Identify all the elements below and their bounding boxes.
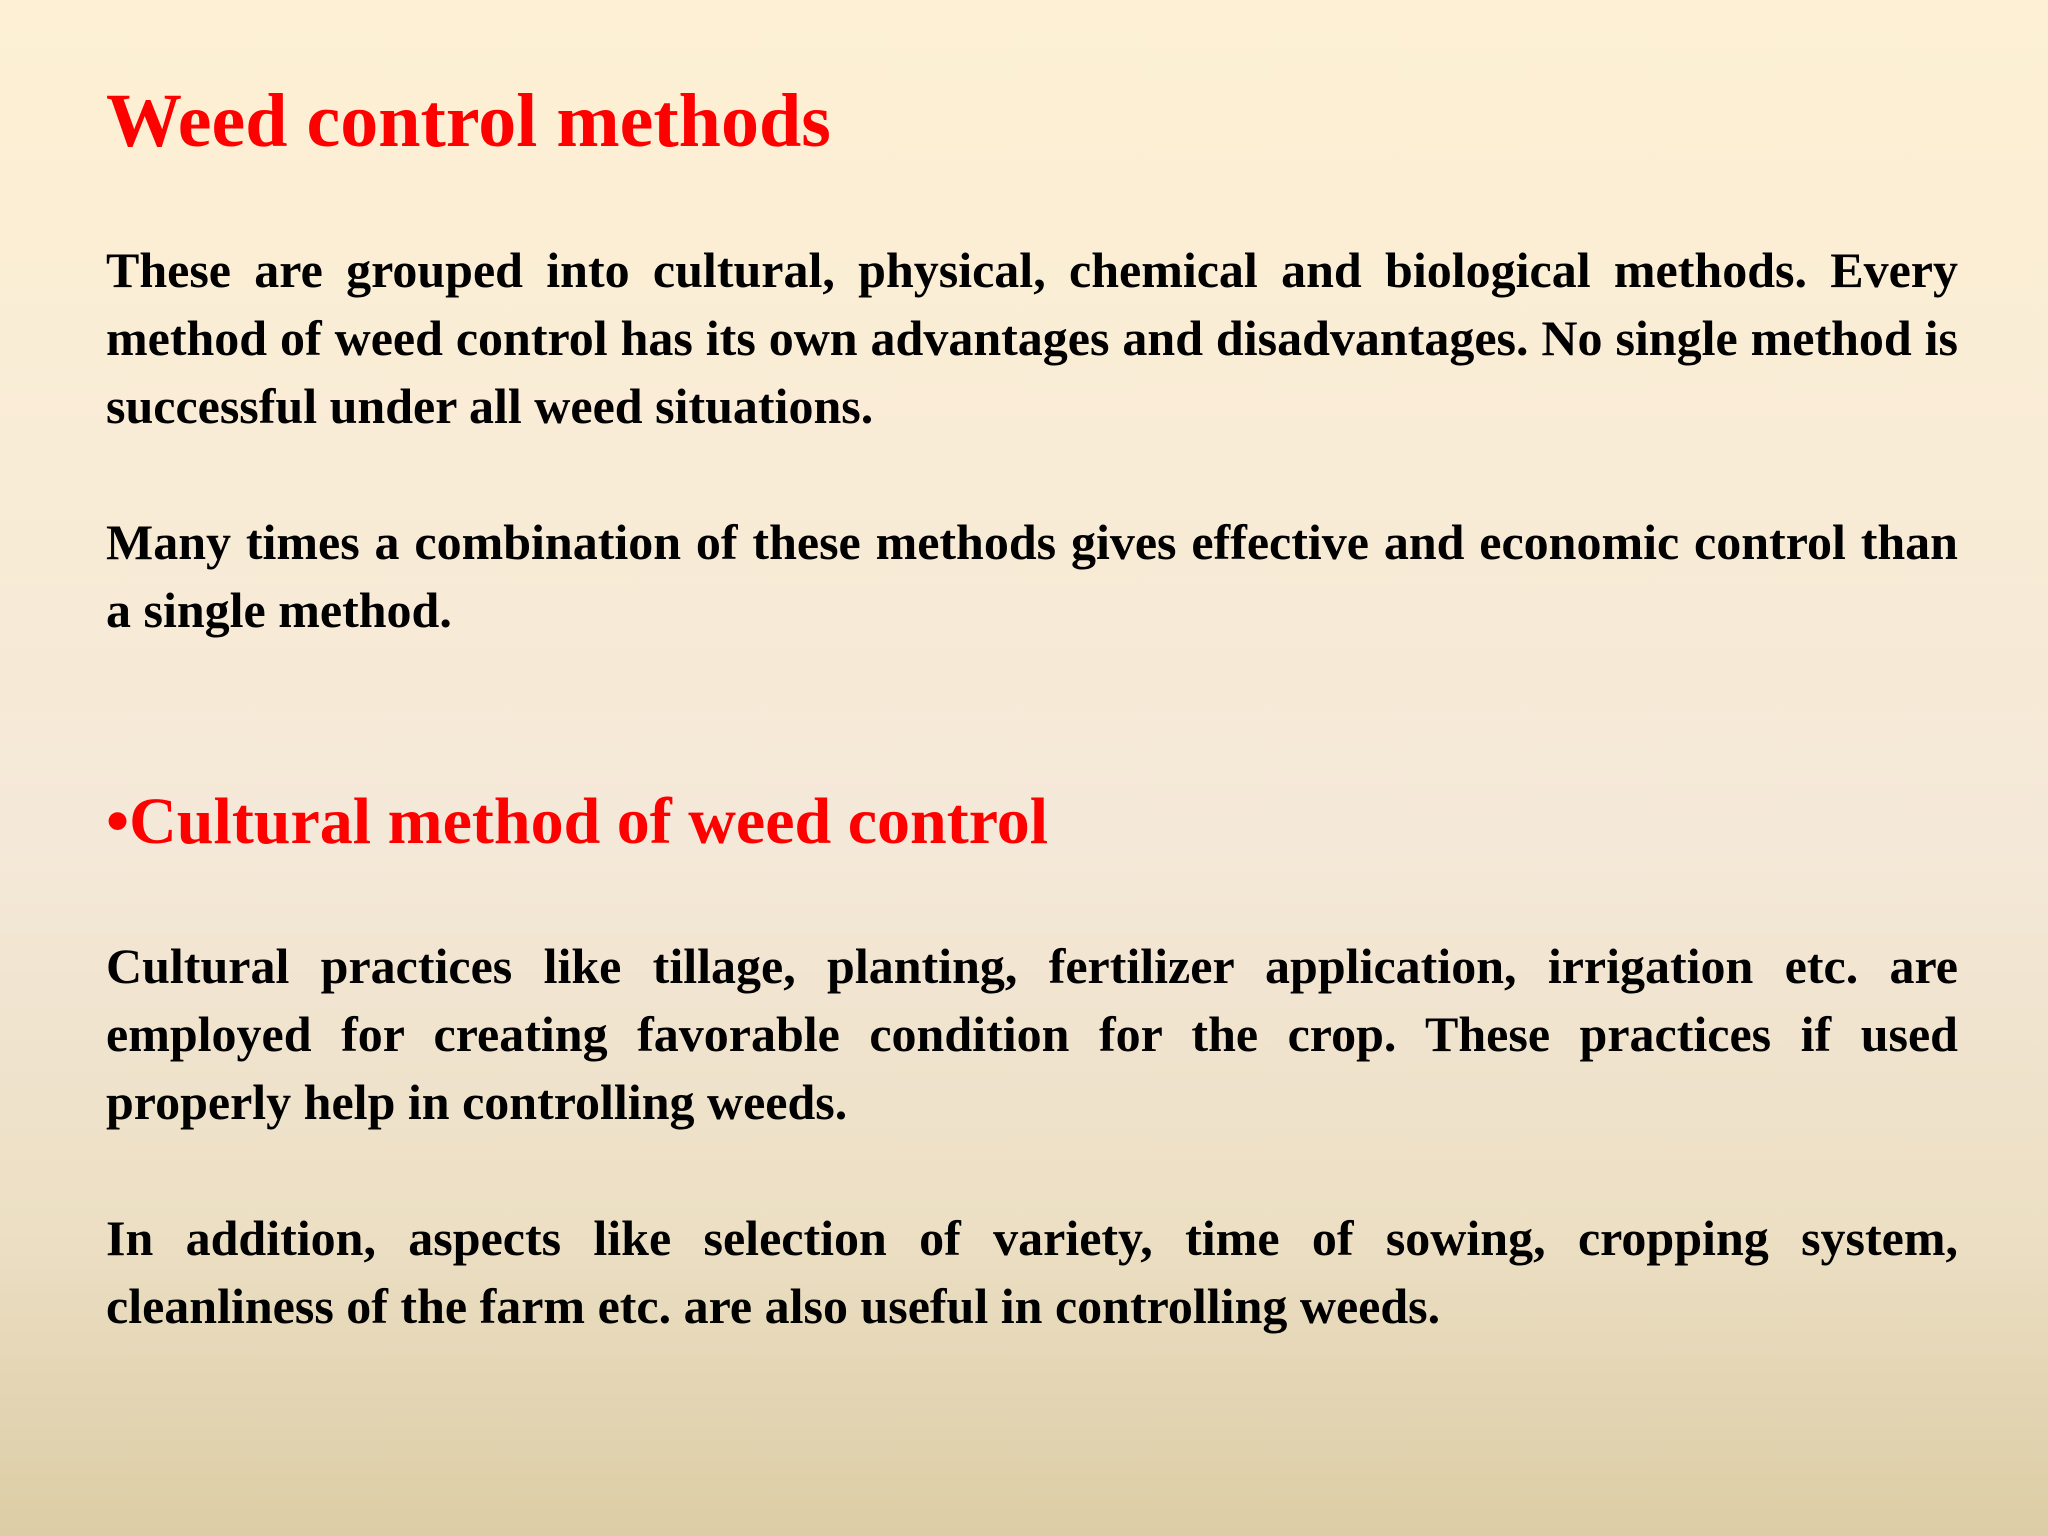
additional-aspects-paragraph: In addition, aspects like selection of variety, time of sowing, cropping system, cleanliness of the farm etc. are also useful in controlling weeds. [106, 1210, 1958, 1334]
slide-title: Weed control methods [106, 79, 831, 163]
cultural-practices-paragraph: Cultural practices like tillage, planting, fertilizer application, irrigation etc. are employed for creating favorable condition for the crop. These practices if used properly help in controlling weeds. [106, 938, 1958, 1130]
combination-paragraph: Many times a combination of these methods gives effective and economic control than a single method. [106, 514, 1958, 638]
intro-paragraph: These are grouped into cultural, physical, chemical and biological methods. Every method of weed control has its own advantages and disadvantages. No single method is successful under all weed situations. [106, 242, 1958, 434]
cultural-method-heading: •Cultural method of weed control [106, 785, 1049, 858]
